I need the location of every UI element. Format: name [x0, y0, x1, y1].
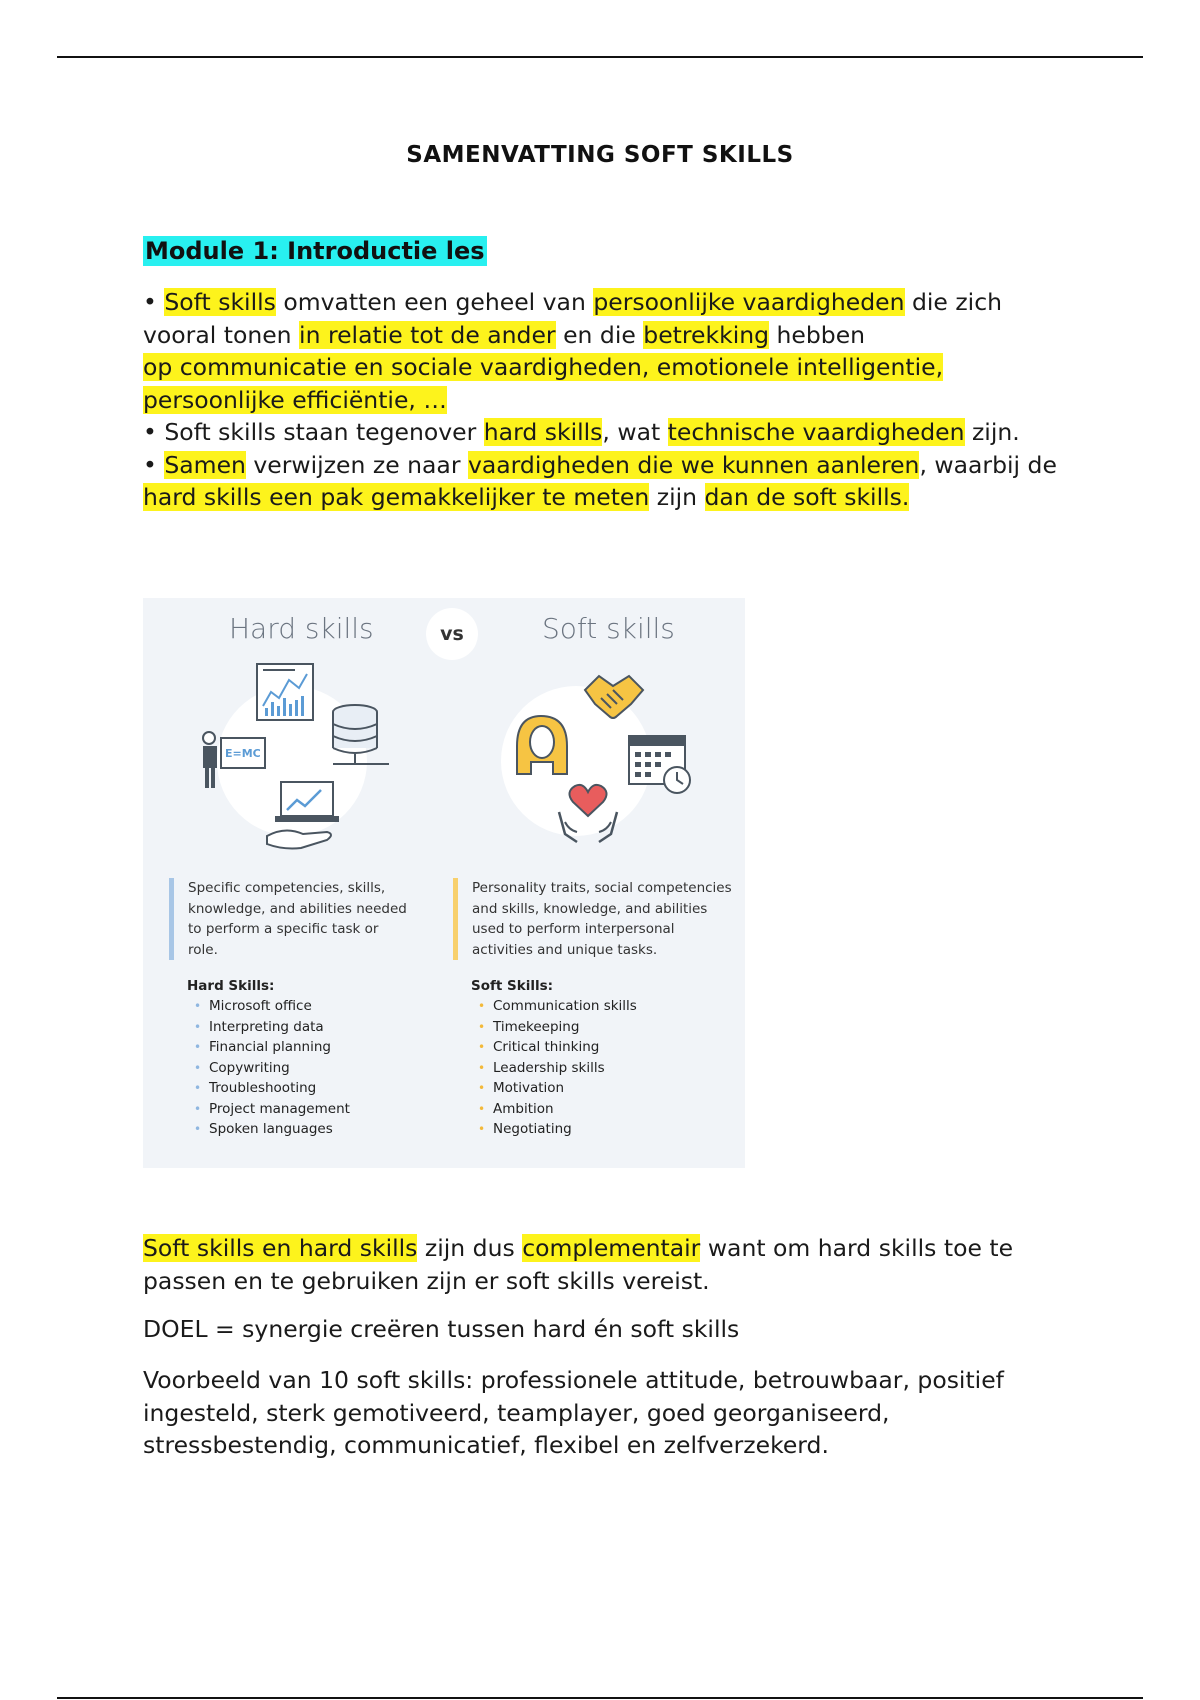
list-item: • Interpreting data	[187, 1017, 350, 1038]
module-heading	[143, 237, 1063, 265]
hard-skills-list-title: Hard Skills:	[187, 978, 275, 994]
bullet: •	[143, 418, 157, 446]
goal-paragraph: DOEL = synergie creëren tussen hard én soft skills	[143, 1315, 740, 1343]
highlight: persoonlijke vaardigheden	[593, 288, 905, 316]
list-item: • Motivation	[471, 1078, 637, 1099]
hard-vs-soft-infographic	[143, 598, 745, 1168]
footer-rule	[57, 1697, 1143, 1699]
list-item: • Project management	[187, 1099, 350, 1120]
list-item: • Spoken languages	[187, 1119, 350, 1140]
highlight: in relatie tot de ander	[299, 320, 556, 349]
page-title: SAMENVATTING SOFT SKILLS	[406, 142, 794, 168]
text: en die	[555, 320, 644, 349]
text: verwijzen ze naar	[245, 450, 468, 479]
highlight: complementair	[522, 1234, 701, 1262]
highlight: hard skills een pak gemakkelijker te meten	[143, 483, 650, 511]
list-item: • Negotiating	[471, 1119, 637, 1140]
list-item: • Financial planning	[187, 1037, 350, 1058]
handshake-icon	[581, 670, 647, 726]
vs-badge: vs	[426, 608, 478, 660]
text: die zich vooral tonen	[143, 288, 1003, 349]
head-profile-icon	[509, 712, 575, 778]
list-item: • Leadership skills	[471, 1058, 637, 1079]
hard-skills-list	[187, 978, 350, 1140]
header-rule	[57, 56, 1143, 58]
text: omvatten een geheel van	[275, 288, 594, 316]
highlight: Samen	[164, 450, 246, 479]
soft-skills-title: Soft skills	[542, 612, 675, 645]
text: , waarbij de	[919, 450, 1057, 479]
highlight: vaardigheden die we kunnen aanleren	[467, 450, 920, 479]
highlight: Soft skills en hard skills	[143, 1234, 418, 1262]
list-item: • Troubleshooting	[187, 1078, 350, 1099]
text: hebben	[769, 320, 866, 349]
module-heading-text: Module 1: Introductie les	[145, 237, 485, 265]
teacher-icon	[199, 730, 269, 800]
heart-hands-icon	[555, 782, 621, 844]
list-item: • Timekeeping	[471, 1017, 637, 1038]
highlight: dan de soft skills.	[704, 483, 910, 511]
list-item: • Communication skills	[471, 996, 637, 1017]
example-paragraph: Voorbeeld van 10 soft skills: professionele attitude, betrouwbaar, positief ingesteld, sterk gemotiveerd, teamplayer, goed georganiseerd, stressbestendig, communicatief, flexibel en zelfverzekerd.	[143, 1366, 1004, 1459]
list-item: • Critical thinking	[471, 1037, 637, 1058]
list-item: • Copywriting	[187, 1058, 350, 1079]
database-icon	[331, 704, 391, 774]
list-item: • Microsoft office	[187, 996, 350, 1017]
bullet: •	[143, 450, 157, 479]
highlight: Soft skills	[164, 288, 276, 316]
hard-skills-description: Specific competencies, skills, knowledge, and abilities needed to perform a specific task or role.	[169, 878, 408, 960]
formula-text: E=MC	[225, 747, 261, 760]
text: zijn	[649, 483, 705, 511]
highlight: betrekking	[643, 320, 770, 349]
highlight: hard skills	[483, 418, 603, 446]
highlight: op communicatie en sociale vaardigheden, emotionele intelligentie, persoonlijke efficiëntie, …	[143, 353, 944, 414]
list-item: • Ambition	[471, 1099, 637, 1120]
chart-board-icon	[255, 662, 315, 724]
soft-skills-description: Personality traits, social competencies and skills, knowledge, and abilities used to perform interpersonal activities and unique tasks.	[453, 878, 732, 960]
hard-skills-title: Hard skills	[229, 612, 374, 645]
text: want om hard skills toe te passen en te gebruiken zijn er soft skills vereist.	[143, 1234, 1014, 1295]
soft-skills-list	[471, 978, 637, 1140]
soft-skills-list-title: Soft Skills:	[471, 978, 554, 994]
intro-paragraph	[143, 286, 1063, 514]
text: zijn.	[964, 418, 1020, 446]
highlight: technische vaardigheden	[667, 418, 965, 446]
text: Soft skills staan tegenover	[156, 418, 484, 446]
laptop-hand-icon	[265, 780, 341, 856]
text: , wat	[602, 418, 668, 446]
complement-paragraph	[143, 1232, 1063, 1297]
calendar-clock-icon	[627, 732, 693, 796]
text: zijn dus	[417, 1234, 523, 1262]
bullet: •	[143, 288, 157, 316]
